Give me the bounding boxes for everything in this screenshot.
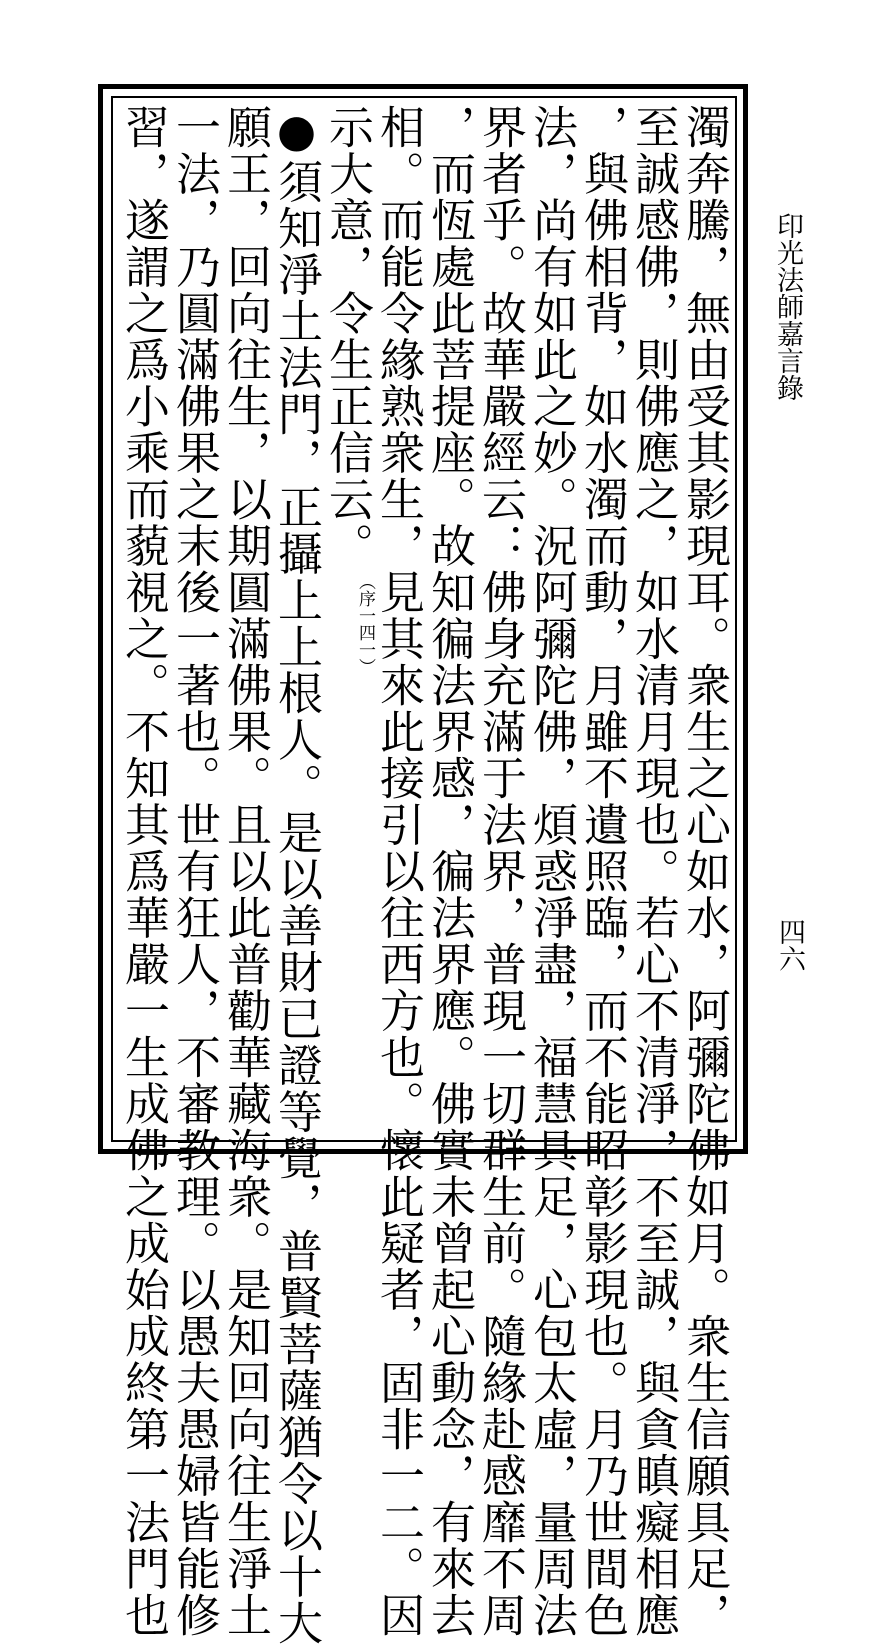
text-column-3: ，與佛相背，如水濁而動，月雖不遺照臨，而不能昭彰影現也。月乃世間色 [576, 104, 629, 1639]
source-note: （序一四一） [355, 573, 375, 675]
column-9-text: 須知淨土法門，正攝上上根人。是以善財已證等覺，普賢菩薩猶令以十大 [270, 158, 323, 1647]
bullet-icon: ● [270, 104, 323, 159]
page-number: 四六 [774, 918, 805, 972]
main-text [117, 104, 731, 1647]
text-column-11: 一法，乃圓滿佛果之末後一著也。世有狂人，不審教理。以愚夫愚婦皆能修 [168, 104, 221, 1639]
text-column-12: 習，遂謂之爲小乘而藐視之。不知其爲華嚴一生成佛之成始成終第一法門也 [117, 104, 170, 1639]
running-head: 印光法師嘉言錄 [772, 212, 803, 401]
text-column-8 [322, 104, 373, 1140]
text-column-4: 法，尚有如此之妙。況阿彌陀佛，煩惑淨盡，福慧具足，心包太虛，量周法 [525, 104, 578, 1639]
text-column-2: 至誠感佛，則佛應之，如水清月現也。若心不清淨，不至誠，與貪瞋癡相應 [627, 104, 680, 1639]
text-column-9 [270, 104, 323, 1647]
text-column-6: ，而恆處此菩提座。故知徧法界感，徧法界應。佛實未曾起心動念，有來去 [423, 104, 476, 1639]
column-8-text: 示大意，令生正信云。 [321, 104, 374, 569]
text-column-1: 濁奔騰，無由受其影現耳。衆生之心如水，阿彌陀佛如月。衆生信願具足， [678, 104, 731, 1639]
text-column-10: 願王，回向往生，以期圓滿佛果。且以此普勸華藏海衆。是知回向往生淨土 [219, 104, 272, 1639]
text-column-5: 界者乎。故華嚴經云：佛身充滿于法界，普現一切群生前。隨緣赴感靡不周 [474, 104, 527, 1639]
text-column-7: 相。而能令緣熟衆生，見其來此接引以往西方也。懷此疑者，固非一二。因 [372, 104, 425, 1639]
